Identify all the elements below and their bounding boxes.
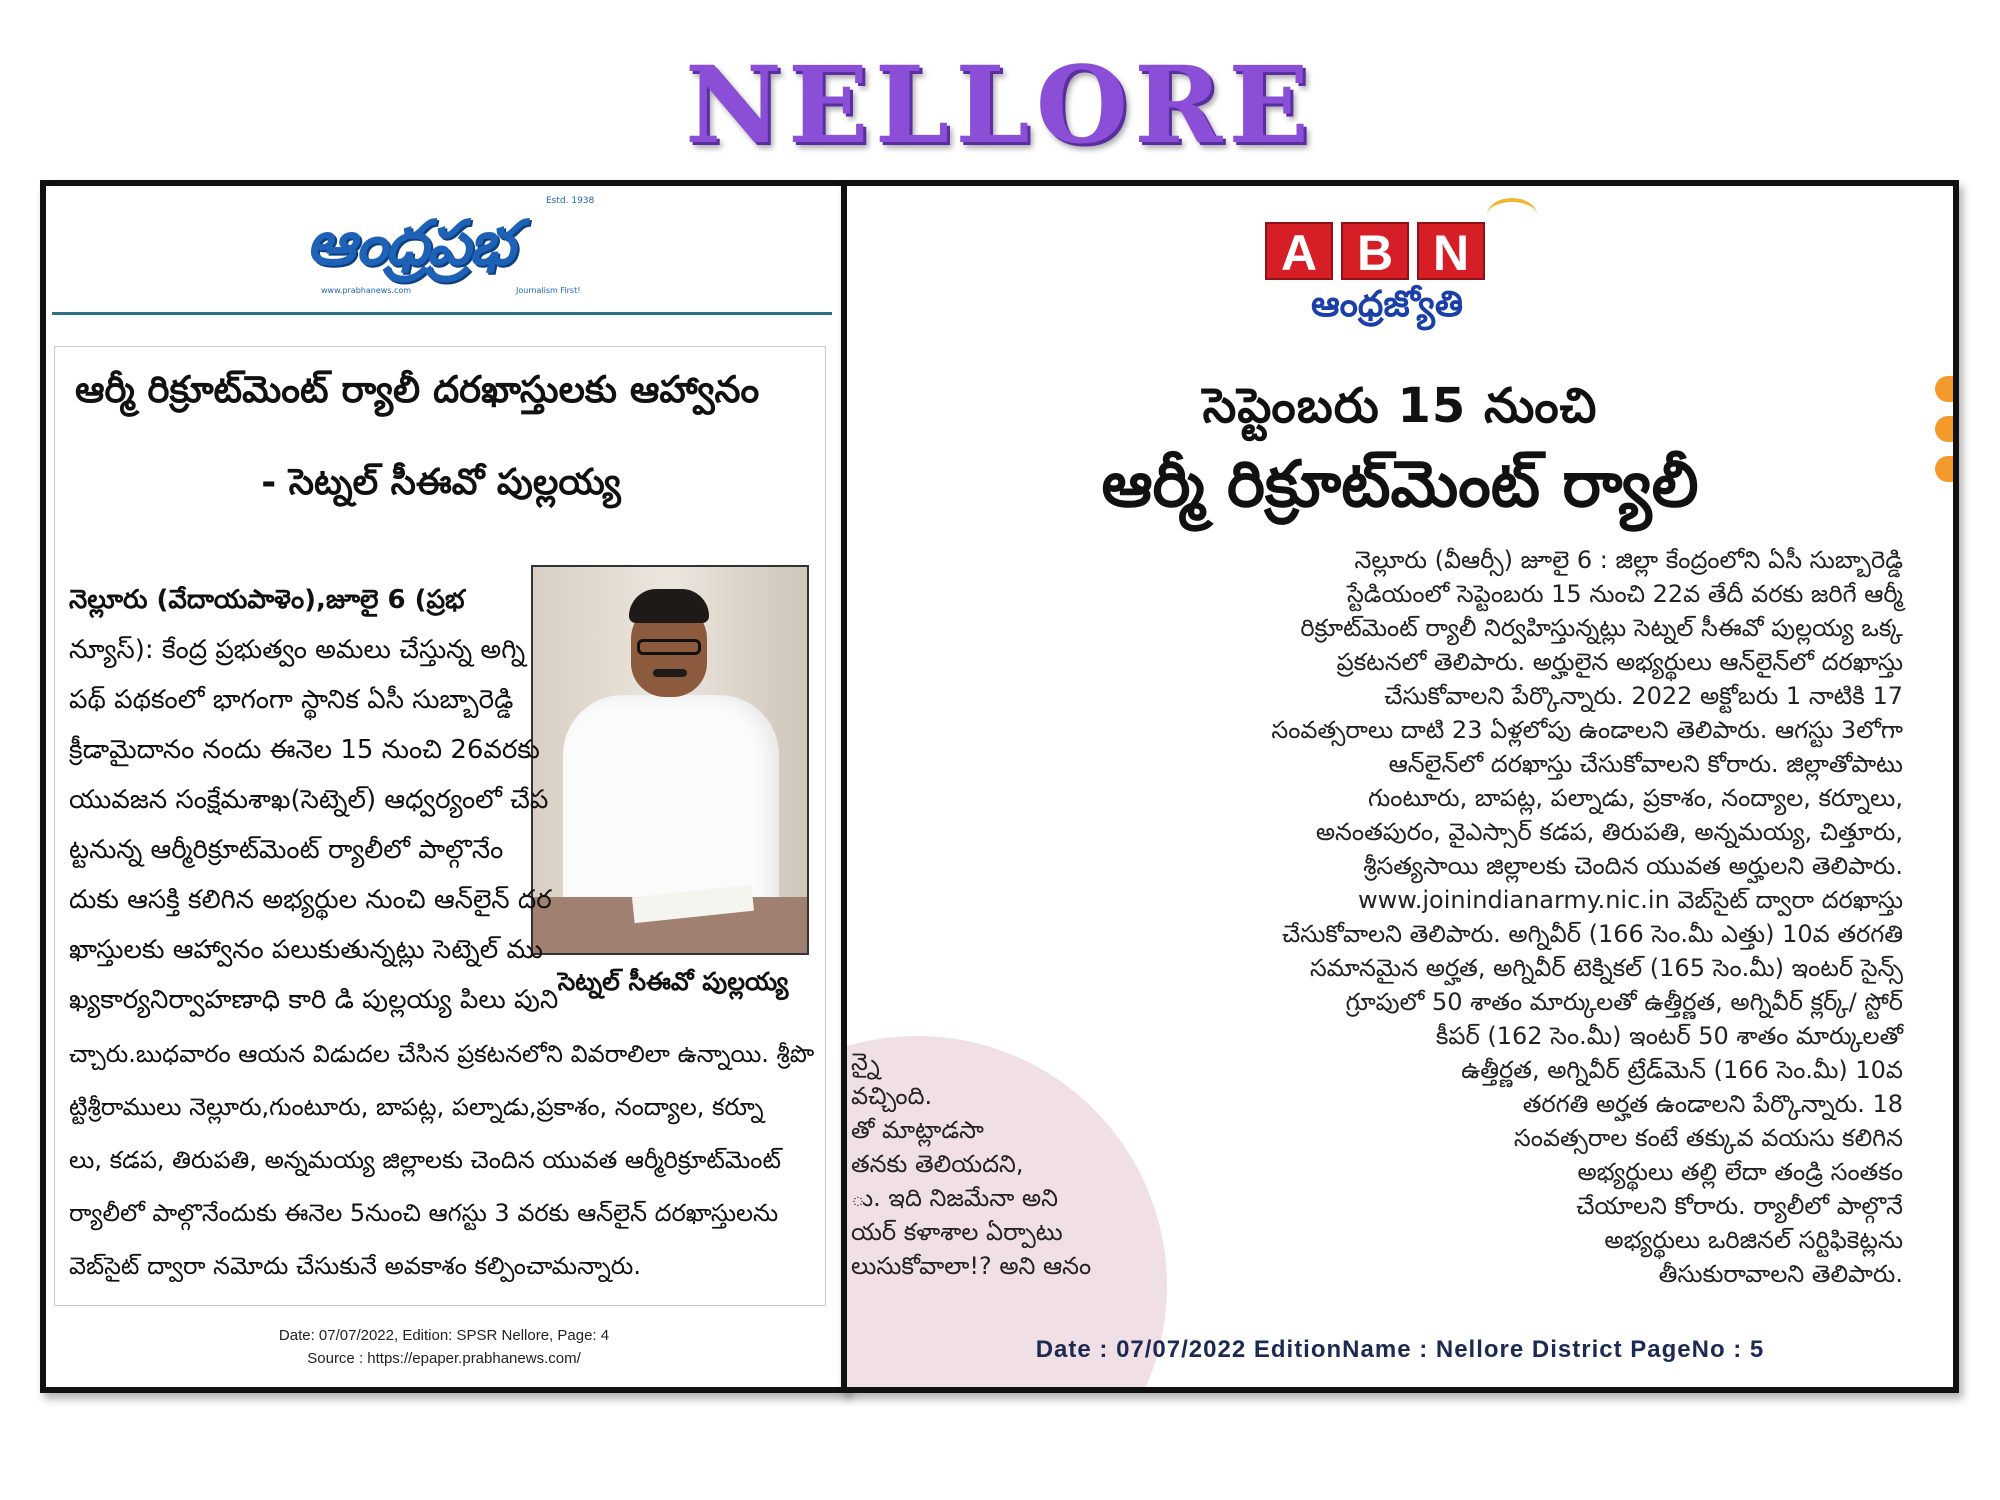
article-line: చేసుకోవాలని తెలిపారు. అగ్నివీర్ (166 సెం.మీ ఎత్తు) 10వ తరగతి [1281, 920, 1903, 948]
article-line: స్టేడియంలో సెప్టెంబరు 15 నుంచి 22వ తేదీ వరకు జరిగే ఆర్మీ [1346, 580, 1903, 608]
footer-date-edition: Date: 07/07/2022, Edition: SPSR Nellore, Page: 4 [278, 1327, 610, 1344]
article-line: సమానమైన అర్హత, అగ్నివీర్ టెక్నికల్ (165 సెం.మీ) ఇంటర్ సైన్స్ [1309, 954, 1903, 982]
abn-logo [1265, 222, 1505, 282]
article-line: తీసుకురావాలని తెలిపారు. [1658, 1260, 1903, 1288]
andhra-prabha-masthead [46, 186, 842, 312]
article-line: గుంటూరు, బాపట్ల, పల్నాడు, ప్రకాశం, నంద్యాల, కర్నూలు, [1368, 784, 1903, 812]
article-line: సంవత్సరాల కంటే తక్కువ వయసు కలిగిన [1513, 1124, 1903, 1152]
article-line: ట్టిశ్రీరాములు నెల్లూరు,గుంటూరు, బాపట్ల, పల్నాడు,ప్రకాశం, నంద్యాల, కర్నూ [69, 1093, 764, 1121]
article-line: www.joinindianarmy.nic.in వెబ్‌సైట్ ద్వారా దరఖాస్తు [1358, 886, 1903, 914]
article-line: రిక్రూట్‌మెంట్ ర్యాలీ నిర్వహిస్తున్నట్లు సెట్నల్ సీఈవో పుల్లయ్య ఒక్క [1300, 614, 1903, 642]
abn-masthead-telugu: ఆంధ్రజ్యోతి [1310, 284, 1464, 325]
article-line: అభ్యర్థులు ఒరిజినల్ సర్టిఫికెట్లను [1604, 1226, 1903, 1254]
abn-swoosh-icon [1487, 198, 1537, 232]
andhra-prabha-logo: ఆంధ్రప్రభ [306, 206, 514, 279]
article-headline: ఆర్మీ రిక్రూట్‌మెంట్ ర్యాలీ [1101, 448, 1699, 522]
side-article-line: తో మాట్లాడసా [851, 1116, 984, 1144]
article-line: చ్చారు.బుధవారం ఆయన విడుదల చేసిన ప్రకటనలోని వివరాలిలా ఉన్నాయి. శ్రీపొ [69, 1040, 815, 1068]
article-line: నెల్లూరు (వేదాయపాళెం),జూలై 6 (ప్రభ [69, 585, 465, 615]
article-line: నెల్లూరు (వీఆర్సీ) జూలై 6 : జిల్లా కేంద్రంలోని ఏసీ సుబ్బారెడ్డి [1354, 546, 1903, 574]
article-line: ప్రకటనలో తెలిపారు. అర్హులైన అభ్యర్థులు ఆన్‌లైన్‌లో దరఖాస్తు [1336, 648, 1903, 676]
footer-source: Source : https://epaper.prabhanews.com/ [307, 1350, 581, 1368]
page-title: NELLORE [685, 42, 1315, 167]
article-kicker: సెప్టెంబరు 15 నుంచి [1202, 378, 1598, 434]
article-line: వెబ్‌సైట్ ద్వారా నమోదు చేసుకునే అవకాశం కల్పించామన్నారు. [69, 1252, 641, 1280]
abn-letter: A [1265, 222, 1333, 280]
article-line: క్రీడామైదానం నందు ఈనెల 15 నుంచి 26వరకు [69, 735, 540, 765]
article-box [54, 346, 826, 1306]
photo-glasses [637, 639, 701, 655]
article-line: అభ్యర్థులు తల్లి లేదా తండ్రి సంతకం [1577, 1158, 1903, 1186]
side-article-line: లుసుకోవాలా!? అని ఆనం [851, 1252, 1092, 1280]
article-line: లు, కడప, తిరుపతి, అన్నమయ్య జిల్లాలకు చెందిన యువత ఆర్మీరిక్రూట్‌మెంట్ [69, 1146, 781, 1174]
photo-shirt [563, 695, 779, 915]
clipping-abn-andhrajyothy [841, 180, 1959, 1393]
article-line: ఉత్తీర్ణత, అగ్నివీర్ ట్రేడ్‌మెన్ (166 సెం.మీ) 10వ [1461, 1056, 1903, 1084]
side-article-line: తనకు తెలియదని, [851, 1150, 1024, 1178]
clipping-andhra-prabha [40, 180, 848, 1393]
article-line: యువజన సంక్షేమశాఖ(సెట్నెల్) ఆధ్వర్యంలో చేప [69, 785, 549, 815]
article-line: ఖ్యకార్యనిర్వాహణాధి కారి డి పుల్లయ్య పిలు పుని [69, 985, 559, 1015]
side-article-line: న్నై [851, 1048, 880, 1076]
article-headline: ఆర్మీ రిక్రూట్‌మెంట్ ర్యాలీ దరఖాస్తులకు ఆహ్వానం [75, 368, 760, 411]
side-article-line: వచ్చింది. [851, 1082, 933, 1110]
article-line: కీపర్ (162 సెం.మీ) ఇంటర్ 50 శాతం మార్కులతో [1435, 1022, 1903, 1050]
article-line: సంవత్సరాలు దాటి 23 ఏళ్లలోపు ఉండాలని తెలిపారు. ఆగస్టు 3లోగా [1271, 716, 1903, 744]
article-line: ర్యాలీలో పాల్గొనేందుకు ఈనెల 5నుంచి ఆగస్టు 3 వరకు ఆన్‌లైన్ దరఖాస్తులను [69, 1199, 779, 1227]
masthead-tagline: Journalism First! [516, 286, 581, 295]
ceo-photo [531, 565, 809, 955]
masthead-estd: Estd. 1938 [546, 196, 595, 206]
article-line: న్యూస్): కేంద్ర ప్రభుత్వం అమలు చేస్తున్న అగ్ని [69, 635, 526, 665]
article-line: ట్టనున్న ఆర్మీరిక్రూట్‌మెంట్ ర్యాలీలో పాల్గొనేం [69, 835, 504, 865]
article-line: చేయాలని కోరారు. ర్యాలీలో పాల్గొనే [1576, 1192, 1903, 1220]
photo-moustache [653, 669, 687, 677]
article-line: తరగతి అర్హత ఉండాలని పేర్కొన్నారు. 18 [1522, 1090, 1903, 1118]
photo-caption: సెట్నల్ సీఈవో పుల్లయ్య [557, 967, 789, 996]
article-line: పథ్ పథకంలో భాగంగా స్థానిక ఏసీ సుబ్బారెడ్డి [69, 685, 514, 715]
article-line: అనంతపురం, వైఎస్సార్ కడప, తిరుపతి, అన్నమయ్య, చిత్తూరు, [1315, 818, 1903, 846]
article-line: గ్రూపులో 50 శాతం మార్కులతో ఉత్తీర్ణత, అగ్నివీర్ క్లర్క్/ స్టోర్ [1345, 988, 1903, 1016]
side-article-line: యర్ కళాశాల ఏర్పాటు [851, 1218, 1063, 1246]
article-subhead: - సెట్నల్ సీఈవో పుల్లయ్య [261, 462, 621, 503]
article-line: ఖాస్తులకు ఆహ్వానం పలుకుతున్నట్లు సెట్నెల్ ము [69, 935, 543, 965]
article-line: దుకు ఆసక్తి కలిగిన అభ్యర్థుల నుంచి ఆన్‌లైన్ దర [69, 885, 552, 915]
side-article-line: ు. ఇది నిజమేనా అని [851, 1184, 1058, 1212]
article-line: శ్రీసత్యసాయి జిల్లాలకు చెందిన యువత అర్హులని తెలిపారు. [1363, 852, 1903, 880]
article-line: ఆన్‌లైన్‌లో దరఖాస్తు చేసుకోవాలని కోరారు. జిల్లాతోపాటు [1388, 750, 1903, 778]
clipping-footer [46, 1324, 842, 1371]
photo-hair [629, 589, 709, 623]
clipping-footer: Date : 07/07/2022 EditionName : Nellore District PageNo : 5 [1035, 1336, 1765, 1363]
masthead-divider [52, 312, 832, 315]
masthead-site: www.prabhanews.com [321, 286, 412, 295]
abn-letter: N [1417, 222, 1485, 280]
article-line: చేసుకోవాలని పేర్కొన్నారు. 2022 అక్టోబరు 1 నాటికి 17 [1384, 682, 1903, 710]
abn-letter: B [1341, 222, 1409, 280]
